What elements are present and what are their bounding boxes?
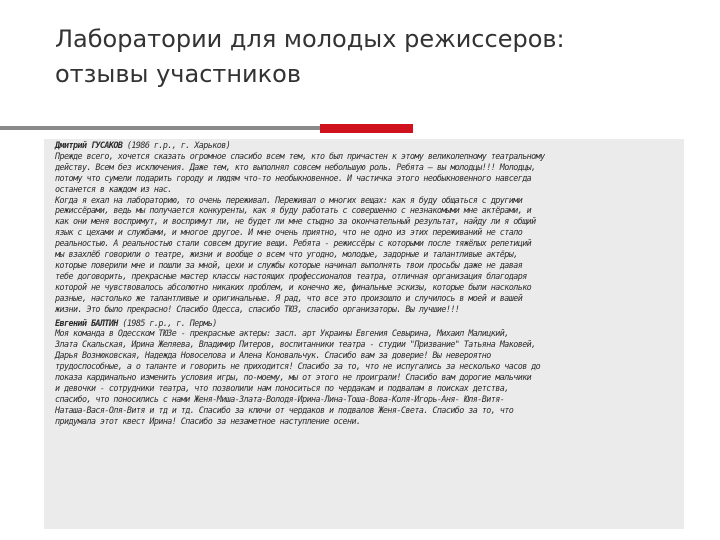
slide-title-line: Лаборатории для молодых режиссеров: [55,25,565,53]
content-box [44,139,684,529]
review-heading [55,140,674,151]
review-text-line: реальностью. А реальностью стали совсем другие вещи. Ребята - режиссёры с которыми после тяжёлых репетиций [55,238,532,249]
review-text-line: жизни. Это было прекрасно! Спасибо Одесса, спасибо ТЮЗ, спасибо организаторы. Вы лучшие!!! [55,303,460,314]
slide-title-line: отзывы участников [55,60,301,88]
review-text-line: Злата Скальская, Ирина Желяева, Владимир Питеров, воспитанники театра - студии "Призвание" Татьяна Маковей, [55,339,536,350]
title-divider-red [320,124,413,133]
review-text-line: язык с цехами и службами, и многое другое. И мне очень приятно, что не одно из этих переживаний не стало [55,227,523,238]
review-meta: (1985 г.р., г. Пермь) [117,317,217,328]
review-text-line: Прежде всего, хочется сказать огромное спасибо всем тем, кто был причастен к этому великолепному театральному [55,150,545,161]
review-text-line: показа кардинально изменить условия игры, по-моему, мы от этого не проиграли! Спасибо вам дорогие мальчики [55,372,532,383]
review-text-line: останется в каждом из нас. [55,183,172,194]
review-meta: (1986 г.р., г. Харьков) [122,140,231,150]
review-text-line: и девочки - сотрудники театра, что позволили нам поноситься по чердакам и подвалам в поисках детства, [55,382,509,393]
review-text-line: потому что сумели подарить городу и людям что-то необыкновенное. И частичка этого необыкновенного навсегда [55,172,532,183]
review-text-line: Дарья Вознюковская, Надежда Новоселова и Алена Коновальчук. Спасибо вам за доверие! Вы невероятно [55,350,491,361]
review-author: Евгений БАЛТИН [55,317,118,328]
review-text-line: придумала этот квест Ирина! Спасибо за незаметное наступление осени. [55,415,361,426]
review-heading [55,318,674,329]
review-text-line: действу. Всем без исключения. Даже тем, кто выполнял совсем небольшую роль. Ребята – вы молодцы!!! Молодцы, [55,161,536,172]
review-text-line: Моя команда в Одесском ТЮЗе - прекрасные актеры: засл. арт Украины Евгения Севырина, Михаил Малицкий, [55,328,509,339]
review-text-line: режиссёрами, ведь мы получается конкуренты, как я буду работать с совершенно с незнакомыми мне актёрами, и [55,205,532,216]
review-text-line: которые поверили мне и пошли за мной, цехи и службы которые начинал выполнять твои просьбы даже не давая [55,259,523,270]
review-text-line: трудоспособные, а о таланте и говорить не приходится! Спасибо за то, что не испугались за несколько часов до [55,361,541,372]
review-text-line: которой не чувствовалось абсолютно никаких проблем, и конечно же, финальные эскизы, которые были насколько [55,281,532,292]
review-text-line: как они меня воспримут, и воспримут ли, не будет ли мне стыдно за окончательный результат, найду ли я общий [55,216,536,227]
slide-title [55,22,695,92]
review-author: Дмитрий ГУСАКОВ [55,140,123,150]
review-text-line: Наташа-Вася-Оля-Витя и тд и тд. Спасибо за ключи от чердаков и подвалов Женя-Света. Спасибо за то, что [55,404,514,415]
review-block [55,318,674,427]
review-block [55,140,674,315]
review-text-line: тебе договорить, прекрасные мастер классы настоящих профессионалов театра, отличная организация благодаря [55,270,527,281]
review-text-line: разные, настолько же талантливые и оригинальные. Я рад, что все это произошло и случилось в моей и вашей [55,292,523,303]
title-divider-gray [0,126,320,130]
review-text-line: спасибо, что поносились с нами Женя-Миша-Злата-Володя-Ирина-Лина-Тоша-Вова-Коля-Игорь-Аня- Юля-Витя- [55,393,505,404]
review-text-line: мы взахлёб говорили о театре, жизни и вообще о всем что угодно, молодые, задорные и талантливые актёры, [55,249,518,260]
review-text-line: Когда я ехал на лабораторию, то очень переживал. Переживал о многих вещах: как я буду общаться с другими [55,194,523,205]
